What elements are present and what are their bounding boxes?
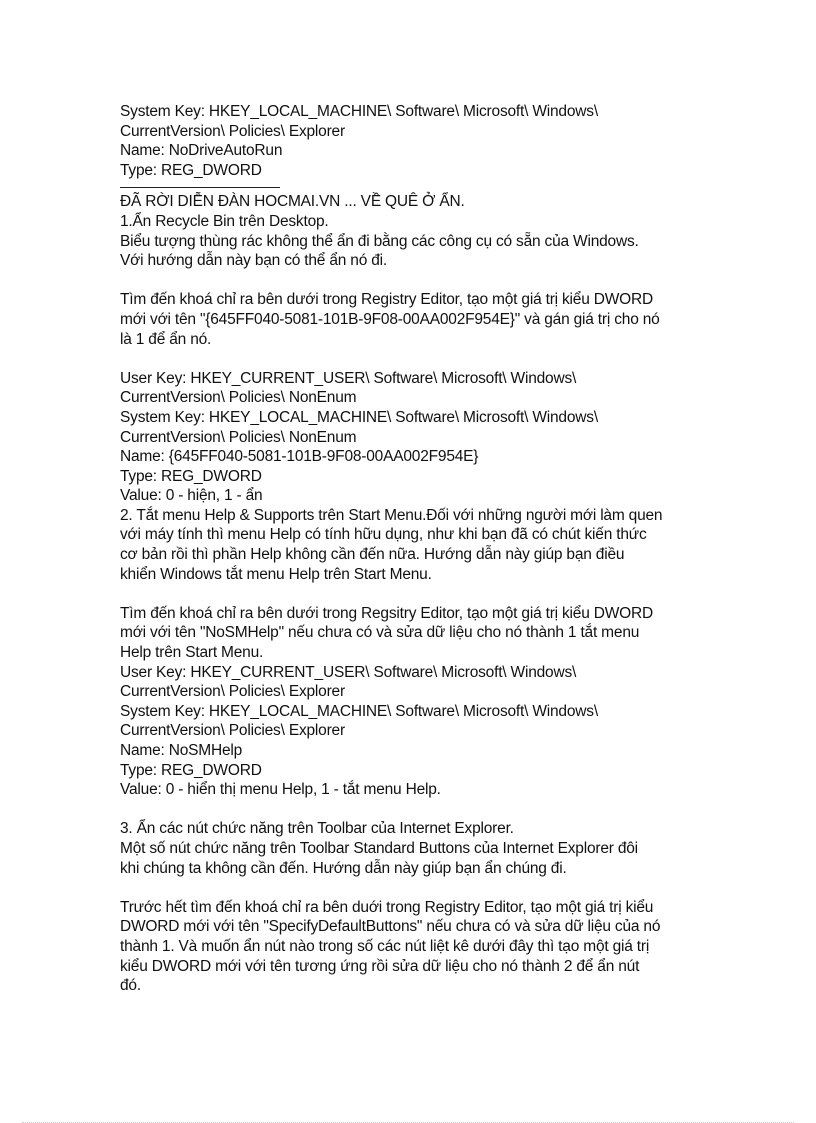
text-line: Một số nút chức năng trên Toolbar Standard Buttons của Internet Explorer đôi (120, 839, 638, 857)
text-line: 1.Ẩn Recycle Bin trên Desktop. (120, 212, 329, 230)
spacer (120, 349, 710, 369)
spacer (120, 584, 710, 604)
text-line: System Key: HKEY_LOCAL_MACHINE\ Software\ Microsoft\ Windows\ (120, 408, 598, 426)
horizontal-rule (120, 187, 280, 188)
spacer (120, 800, 710, 820)
text-line: User Key: HKEY_CURRENT_USER\ Software\ Microsoft\ Windows\ (120, 663, 577, 681)
text-line: kiểu DWORD mới với tên tương ứng rồi sửa dữ liệu cho nó thành 2 để ẩn nút (120, 957, 640, 975)
text-line: Type: REG_DWORD (120, 761, 262, 779)
text-line: mới với tên "NoSMHelp" nếu chưa có và sửa dữ liệu cho nó thành 1 tắt menu (120, 624, 640, 642)
text-line: Value: 0 - hiển thị menu Help, 1 - tắt menu Help. (120, 781, 441, 799)
text-line: ĐÃ RỜI DIỄN ĐÀN HOCMAI.VN ... VỀ QUÊ Ở ẨN. (120, 193, 465, 211)
section-3-instructions (120, 898, 710, 996)
text-line: cơ bản rồi thì phần Help không cần đến nữa. Hướng dẫn này giúp bạn điều (120, 546, 625, 564)
text-line: Type: REG_DWORD (120, 467, 262, 485)
text-line: 2. Tắt menu Help & Supports trên Start Menu.Đối với những người mới làm quen (120, 506, 663, 524)
text-line: Tìm đến khoá chỉ ra bên dưới trong Registry Editor, tạo một giá trị kiểu DWORD (120, 291, 654, 309)
text-line: 3. Ẩn các nút chức năng trên Toolbar của Internet Explorer. (120, 820, 514, 838)
text-line: Biểu tượng thùng rác không thể ẩn đi bằng các công cụ có sẵn của Windows. (120, 232, 639, 250)
spacer (120, 271, 710, 291)
document-page (120, 102, 710, 996)
section-1-keys-and-section-2 (120, 369, 710, 585)
text-line: CurrentVersion\ Policies\ NonEnum (120, 428, 357, 446)
text-line: CurrentVersion\ Policies\ Explorer (120, 722, 345, 740)
section-2-instructions (120, 604, 710, 800)
text-line: Value: 0 - hiện, 1 - ẩn (120, 487, 263, 505)
spacer (120, 878, 710, 898)
text-line: Help trên Start Menu. (120, 644, 264, 662)
section-1-intro (120, 192, 710, 270)
text-line: Với hướng dẫn này bạn có thể ẩn nó đi. (120, 252, 387, 270)
text-line: là 1 để ẩn nó. (120, 330, 212, 348)
text-line: với máy tính thì menu Help có tính hữu dụng, như khi bạn đã có chút kiến thức (120, 526, 647, 544)
text-line: DWORD mới với tên "SpecifyDefaultButtons" nếu chưa có và sửa dữ liệu của nó (120, 918, 661, 936)
text-line: Name: {645FF040-5081-101B-9F08-00AA002F954E} (120, 448, 479, 466)
text-line: CurrentVersion\ Policies\ Explorer (120, 122, 345, 140)
text-line: System Key: HKEY_LOCAL_MACHINE\ Software\ Microsoft\ Windows\ (120, 702, 598, 720)
text-line: Tìm đến khoá chỉ ra bên dưới trong Regsitry Editor, tạo một giá trị kiểu DWORD (120, 604, 654, 622)
text-line: Trước hết tìm đến khoá chỉ ra bên duới trong Registry Editor, tạo một giá trị kiểu (120, 898, 654, 916)
text-line: Name: NoSMHelp (120, 742, 243, 759)
text-line: mới với tên "{645FF040-5081-101B-9F08-00AA002F954E}" và gán giá trị cho nó (120, 310, 660, 328)
registry-block-noDriveAutoRun (120, 102, 710, 180)
text-line: đó. (120, 977, 141, 995)
text-line: System Key: HKEY_LOCAL_MACHINE\ Software\ Microsoft\ Windows\ (120, 103, 598, 120)
text-line: thành 1. Và muốn ẩn nút nào trong số các nút liệt kê dưới đây thì tạo một giá trị (120, 937, 650, 955)
text-line: CurrentVersion\ Policies\ NonEnum (120, 389, 357, 407)
section-3-intro (120, 819, 710, 878)
text-line: Type: REG_DWORD (120, 161, 262, 179)
text-line: Name: NoDriveAutoRun (120, 142, 283, 160)
text-line: khiển Windows tắt menu Help trên Start Menu. (120, 565, 432, 583)
text-line: CurrentVersion\ Policies\ Explorer (120, 683, 345, 701)
section-1-instructions (120, 290, 710, 349)
text-line: khi chúng ta không cần đến. Hướng dẫn này giúp bạn ẩn chúng đi. (120, 859, 567, 877)
text-line: User Key: HKEY_CURRENT_USER\ Software\ Microsoft\ Windows\ (120, 369, 577, 387)
